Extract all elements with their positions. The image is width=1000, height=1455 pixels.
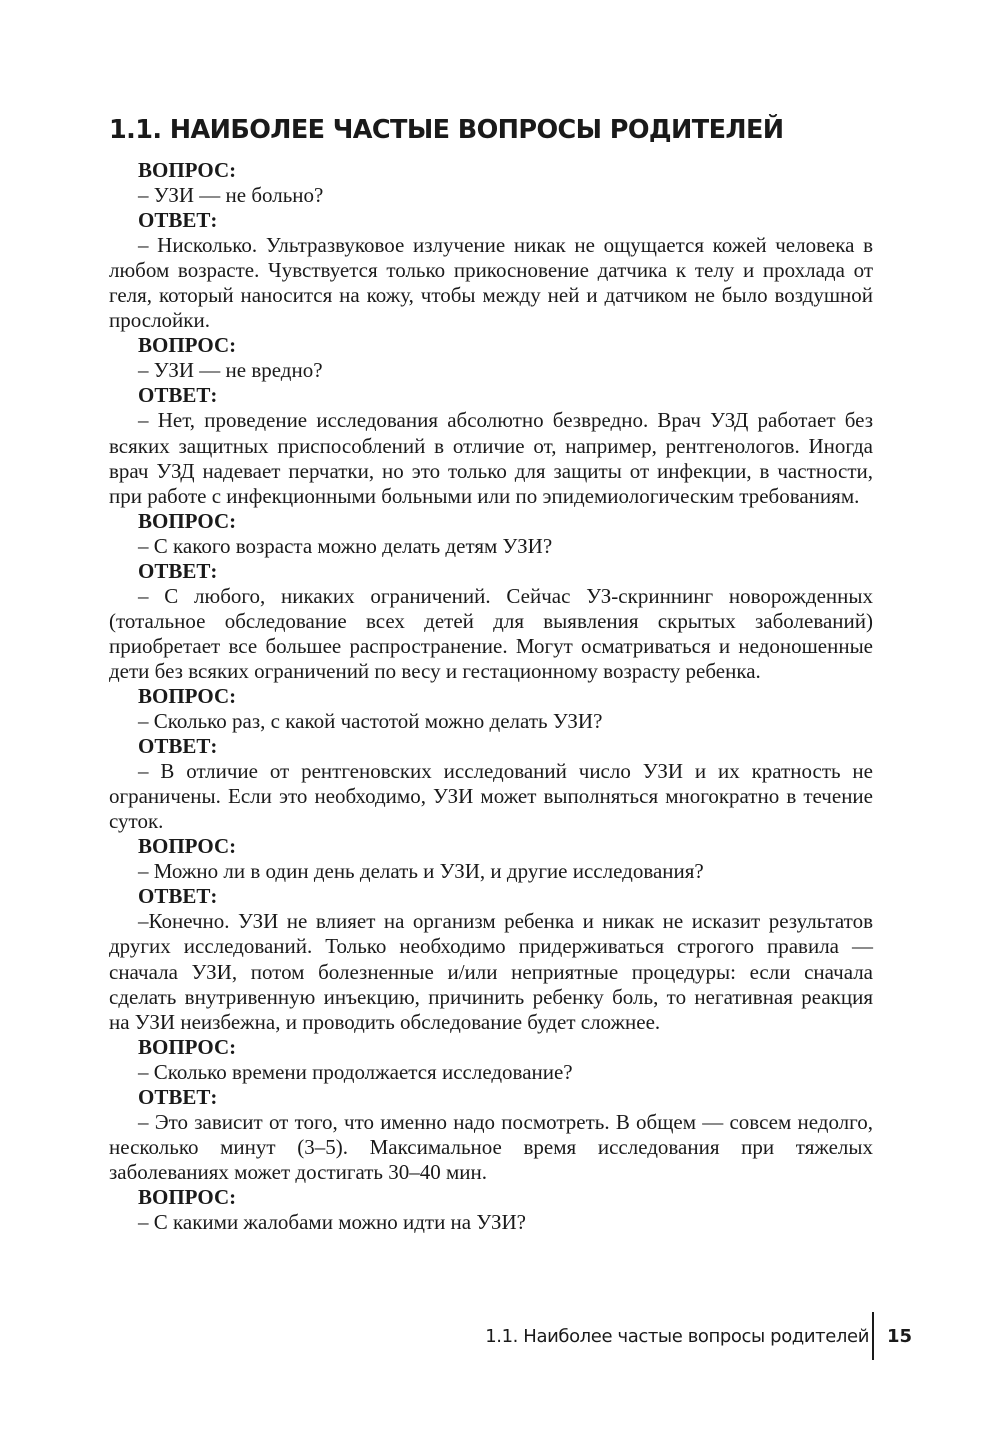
answer-text: –Конечно. УЗИ не влияет на организм ребенка и никак не исказит результатов других исследований. Только необходимо придерживаться строгого правила — сначала УЗИ, потом болезненные и/или неприятные процедуры: если сначала сделать внутривенную инъекцию, причинить ребенку боль, то негативная реакция на УЗИ неизбежна, и проводить обследование будет сложнее. <box>109 909 873 1034</box>
question-label: ВОПРОС: <box>138 158 237 182</box>
question-text: – Сколько раз, с какой частотой можно делать УЗИ? <box>138 709 603 734</box>
answer-text: – В отличие от рентгеновских исследований число УЗИ и их кратность не ограничены. Если это необходимо, УЗИ может выполняться многократно в течение суток. <box>109 759 873 834</box>
answer-text: – Нисколько. Ультразвуковое излучение никак не ощущается кожей человека в любом возрасте. Чувствуется только прикосновение датчика к телу и прохлада от геля, который наносится на кожу, чтобы между ней и датчиком не было воздушной прослойки. <box>109 233 873 333</box>
question-label: ВОПРОС: <box>138 683 237 708</box>
qa-item <box>109 684 873 834</box>
question-label: ВОПРОС: <box>138 1034 237 1059</box>
qa-list <box>109 158 873 1235</box>
qa-item <box>109 834 873 1034</box>
qa-item <box>109 158 873 333</box>
answer-label: ОТВЕТ: <box>138 208 218 233</box>
question-text: – С какого возраста можно делать детям УЗИ? <box>138 533 553 558</box>
question-text: – С какими жалобами можно идти на УЗИ? <box>138 1209 526 1234</box>
qa-item <box>109 1035 873 1185</box>
answer-text: – Нет, проведение исследования абсолютно безвредно. Врач УЗД работает без всяких защитных приспособлений в отличие от, например, рентгенологов. Иногда врач УЗД надевает перчатки, но это только для защиты от инфекции, в частности, при работе с инфекционными больными или по эпидемиологическим требованиям. <box>109 408 873 508</box>
question-text: – УЗИ — не больно? <box>138 183 324 208</box>
answer-text: – Это зависит от того, что именно надо посмотреть. В общем — совсем недолго, несколько минут (3–5). Максимальное время исследования при тяжелых заболеваниях может достигать 30–40 мин. <box>109 1109 873 1184</box>
answer-text: – С любого, никаких ограничений. Сейчас УЗ-скриннинг новорожденных (тотальное обследование всех детей для выявления скрытых заболеваний) приобретает все большее распространение. Могут осматриваться и недоношенные дети без всяких ограничений по весу и гестационному возрасту ребенка. <box>109 583 873 683</box>
answer-label: ОТВЕТ: <box>138 884 218 909</box>
question-text: – УЗИ — не вредно? <box>138 358 323 383</box>
question-text: – Можно ли в один день делать и УЗИ, и другие исследования? <box>138 859 704 884</box>
answer-label: ОТВЕТ: <box>138 383 218 408</box>
question-text: – Сколько времени продолжается исследование? <box>138 1059 573 1084</box>
qa-item <box>109 333 873 508</box>
running-title: 1.1. Наиболее частые вопросы родителей <box>485 1325 869 1347</box>
qa-item <box>109 1185 873 1235</box>
answer-label: ОТВЕТ: <box>138 1084 218 1109</box>
answer-label: ОТВЕТ: <box>138 558 218 583</box>
question-label: ВОПРОС: <box>138 508 237 533</box>
answer-label: ОТВЕТ: <box>138 734 218 759</box>
section-title: 1.1. НАИБОЛЕЕ ЧАСТЫЕ ВОПРОСЫ РОДИТЕЛЕЙ <box>109 115 784 145</box>
question-label: ВОПРОС: <box>138 1184 237 1209</box>
qa-item <box>109 509 873 684</box>
page-number: 15 <box>887 1325 913 1347</box>
question-label: ВОПРОС: <box>138 333 237 358</box>
question-label: ВОПРОС: <box>138 834 237 859</box>
footer-divider <box>872 1312 874 1360</box>
